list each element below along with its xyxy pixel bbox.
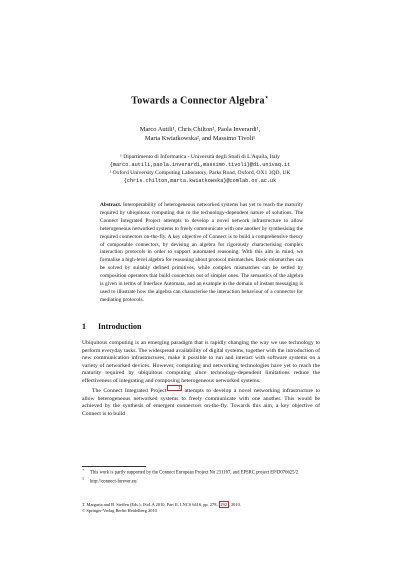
footnote-2-mark: 1	[82, 475, 84, 481]
paragraph-2-start: The Connect Integrated Project	[92, 388, 167, 395]
citation-page-link[interactable]: 292	[220, 502, 227, 507]
body-text	[82, 340, 320, 418]
citation-text: T. Margaria and B. Steffen (Eds.): ISoLA 2010, Part II, LNCS 6416, pp. 278–	[82, 502, 219, 507]
section-number: 1	[82, 322, 86, 331]
paper-title	[0, 94, 400, 106]
citation-year: , 2010.	[228, 502, 241, 507]
authors-line-1: Marco Autili¹, Chris Chilton², Paola Inverardi¹,	[139, 126, 261, 133]
footnote-1-mark: ⋆	[82, 467, 85, 472]
paragraph-2	[82, 385, 320, 418]
paragraph-2-rest: attempts to develop a novel networking infrastructure to allow heterogeneous networked systems to freely communicate with one another. This would be achieved by the synthesis of emergent connectors on-the-fly. Towards this aim, a key objective of Connect is to build	[82, 388, 320, 417]
abstract-label: Abstract.	[100, 202, 122, 208]
copyright-line: © Springer-Verlag Berlin Heidelberg 2010	[82, 508, 157, 513]
publication-citation	[82, 502, 320, 514]
section-title: Introduction	[98, 322, 142, 331]
title-footnote-mark: ⋆	[264, 95, 269, 101]
abstract	[100, 202, 303, 305]
paragraph-1: Ubiquitous computing is an emerging paradigm that is rapidly changing the way we use technology to perform everyday tasks. The widespread availability of digital systems, together with the introduction of new communication infrastructures, make it possible to run and interact with software systems on a variety of networked devices. However, computing and networking technologies have yet to reach the maturity required by ubiquitous computing since technology-dependent limitations reduce the effectiveness of integrating and composing heterogeneous networked systems.	[82, 340, 320, 384]
affiliation-1-email: {marco.autili,paola.inverardi,massimo.tivoli}@di.univaq.it	[109, 162, 291, 168]
title-text: Towards a Connector Algebra	[131, 95, 265, 107]
authors-line-2: Marta Kwiatkowska², and Massimo Tivoli¹	[144, 134, 256, 142]
author-list	[0, 126, 400, 144]
footnotes	[82, 468, 320, 486]
footnote-2-url[interactable]: http://connect-forever.eu/	[90, 479, 138, 485]
affiliation-1: ¹ Dipartimento di Informatica - Università degli Studi di L'Aquila, Italy	[120, 154, 280, 160]
footnote-reference-link[interactable]: 1	[167, 385, 183, 391]
footnote-2	[82, 477, 320, 486]
section-heading	[82, 322, 141, 331]
affiliation-2: ² Oxford University Computing Laboratory, Parks Road, Oxford, OX1 3QD, UK	[109, 170, 291, 176]
footnote-1-text: This work is partly supported by the Connect European Project No 231167, and EPSRC project EP/D076625/2.	[90, 470, 300, 476]
abstract-text: Interoperability of heterogeneous networked systems has yet to reach the maturity required by ubiquitous computing due to the technology-dependent nature of solutions. The Connect Integrated Project attempts to develop a novel network infrastructure to allow heterogeneous networked systems to freely communicate with one another by synthesising the required connectors on-the-fly. A key objective of Connect is to build a comprehensive theory of composable connectors, by devising an algebra for rigorously characterising complex interaction protocols in order to support automated reasoning. With this aim in mind, we formalise a high-level algebra for reasoning about protocol mismatches. Basic mismatches can be solved by suitably defined primitives, while complex mismatches can be settled by composition operators that build connectors out of simpler ones. The semantics of the algebra is given in terms of Interface Automata, and an example in the domain of instant messaging is used to illustrate how the algebra can characterise the interaction behaviour of a connector for mediating protocols.	[100, 202, 303, 303]
affiliation-2-email: {chris.chilton,marta.kwiatkowska}@comlab.ox.ac.uk	[123, 178, 277, 184]
affiliations	[0, 153, 400, 185]
footnote-divider	[82, 466, 146, 467]
footnote-1	[82, 468, 320, 477]
